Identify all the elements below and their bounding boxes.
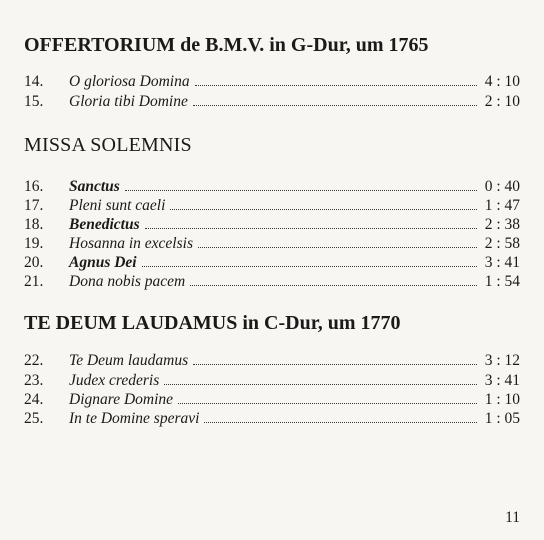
dot-leader	[204, 422, 477, 423]
track-title: In te Domine speravi	[69, 410, 200, 427]
track-title: Dignare Domine	[69, 391, 174, 408]
track-row	[24, 390, 520, 409]
track-title: Agnus Dei	[69, 254, 137, 271]
track-row	[24, 234, 520, 253]
track-row	[24, 92, 520, 111]
track-number: 21.	[24, 273, 44, 290]
track-row	[24, 177, 520, 196]
track-number: 25.	[24, 410, 44, 427]
track-row	[24, 215, 520, 234]
section-heading-missa: MISSA SOLEMNIS	[24, 134, 192, 156]
track-duration: 3 : 12	[484, 352, 520, 369]
dot-leader	[178, 403, 477, 404]
track-duration: 2 : 38	[484, 216, 520, 233]
dot-leader	[145, 228, 477, 229]
track-duration: 1 : 05	[484, 410, 520, 427]
track-duration: 4 : 10	[484, 73, 520, 90]
track-row	[24, 371, 520, 390]
track-row	[24, 72, 520, 91]
track-title: O gloriosa Domina	[69, 73, 190, 90]
track-duration: 2 : 10	[484, 93, 520, 110]
track-duration: 0 : 40	[484, 178, 520, 195]
track-number: 17.	[24, 197, 44, 214]
dot-leader	[198, 247, 477, 248]
track-title: Dona nobis pacem	[69, 273, 186, 290]
dot-leader	[142, 266, 477, 267]
track-title: Benedictus	[69, 216, 140, 233]
track-number: 22.	[24, 352, 44, 369]
track-number: 14.	[24, 73, 44, 90]
track-title: Judex crederis	[69, 372, 160, 389]
dot-leader	[190, 285, 477, 286]
track-number: 15.	[24, 93, 44, 110]
dot-leader	[195, 85, 477, 86]
track-title: Sanctus	[69, 178, 120, 195]
track-row	[24, 272, 520, 291]
track-number: 19.	[24, 235, 44, 252]
track-row	[24, 253, 520, 272]
track-duration: 1 : 54	[484, 273, 520, 290]
track-duration: 3 : 41	[484, 372, 520, 389]
dot-leader	[164, 384, 477, 385]
page-number: 11	[505, 509, 520, 526]
track-number: 23.	[24, 372, 44, 389]
track-number: 24.	[24, 391, 44, 408]
track-row	[24, 196, 520, 215]
track-duration: 3 : 41	[484, 254, 520, 271]
dot-leader	[193, 364, 477, 365]
track-row	[24, 351, 520, 370]
track-row	[24, 409, 520, 428]
track-duration: 1 : 10	[484, 391, 520, 408]
track-title: Te Deum laudamus	[69, 352, 189, 369]
dot-leader	[170, 209, 477, 210]
track-duration: 2 : 58	[484, 235, 520, 252]
section-heading-te-deum: TE DEUM LAUDAMUS in C-Dur, um 1770	[24, 312, 401, 334]
track-title: Hosanna in excelsis	[69, 235, 193, 252]
section-heading-offertorium: OFFERTORIUM de B.M.V. in G-Dur, um 1765	[24, 34, 429, 56]
dot-leader	[125, 190, 477, 191]
track-duration: 1 : 47	[484, 197, 520, 214]
dot-leader	[193, 105, 477, 106]
track-number: 20.	[24, 254, 44, 271]
track-title: Pleni sunt caeli	[69, 197, 166, 214]
track-number: 16.	[24, 178, 44, 195]
track-number: 18.	[24, 216, 44, 233]
track-title: Gloria tibi Domine	[69, 93, 188, 110]
